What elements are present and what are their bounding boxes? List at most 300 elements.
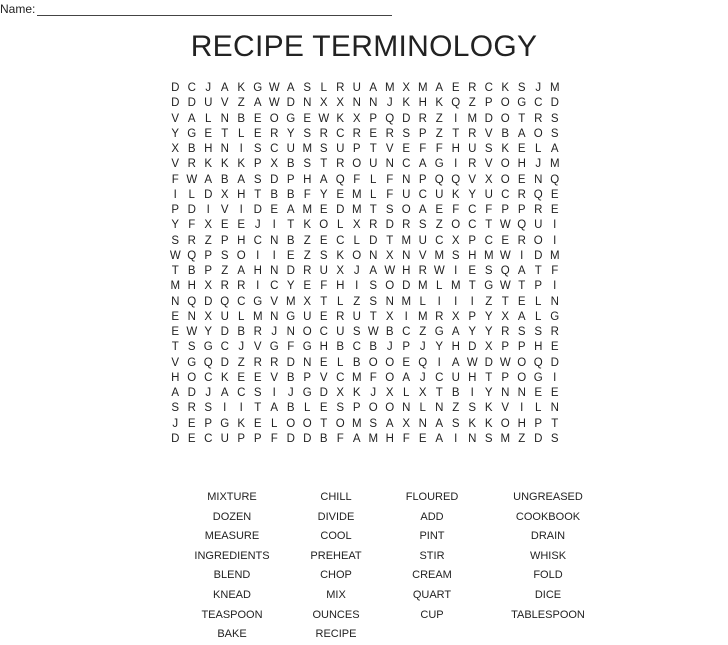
grid-letter: C [501, 188, 510, 201]
grid-letter: V [220, 204, 229, 216]
grid-letter: K [501, 143, 510, 155]
word-list-item: TEASPOON [201, 608, 263, 621]
grid-letter: I [404, 310, 408, 323]
grid-letter: A [237, 173, 246, 186]
grid-letter: X [171, 143, 180, 155]
grid-letter: B [187, 143, 196, 155]
word-list-item: COOL [320, 530, 352, 543]
grid-letter: Z [485, 295, 493, 308]
grid-letter: P [468, 310, 477, 323]
grid-letter: G [203, 341, 213, 354]
word-list-item: KNEAD [213, 588, 251, 601]
grid-letter: D [303, 432, 312, 445]
grid-letter: R [303, 265, 312, 277]
grid-letter: T [485, 219, 493, 232]
grid-letter: I [256, 249, 260, 262]
grid-letter: D [286, 97, 295, 110]
grid-letter: X [204, 310, 213, 323]
grid-letter: B [286, 234, 295, 247]
grid-letter: T [551, 417, 559, 430]
grid-letter: T [287, 219, 295, 232]
grid-letter: C [468, 204, 477, 216]
grid-letter: O [335, 417, 345, 430]
grid-letter: P [402, 341, 411, 354]
grid-letter: R [534, 112, 543, 125]
grid-letter: E [402, 356, 411, 369]
grid-letter: P [501, 204, 510, 216]
grid-letter: Y [484, 387, 493, 399]
grid-letter: G [484, 280, 494, 293]
grid-letter: S [303, 158, 312, 171]
word-list-item: CHILL [320, 491, 352, 503]
grid-letter: M [467, 112, 478, 125]
grid-letter: U [435, 188, 444, 201]
grid-letter: S [550, 432, 559, 445]
grid-letter: P [517, 204, 526, 216]
grid-letter: B [237, 112, 246, 125]
word-list-item: MIX [326, 588, 346, 601]
grid-letter: C [468, 219, 477, 232]
grid-letter: K [237, 158, 246, 171]
grid-letter: H [303, 173, 312, 186]
grid-letter: M [351, 188, 362, 201]
grid-letter: A [369, 265, 378, 277]
grid-letter: O [286, 417, 296, 430]
grid-letter: I [272, 249, 276, 262]
grid-letter: W [268, 97, 280, 110]
grid-letter: Y [435, 341, 444, 354]
grid-letter: S [171, 402, 180, 415]
grid-letter: U [336, 143, 345, 155]
grid-letter: V [253, 341, 262, 354]
grid-letter: Y [484, 326, 493, 338]
grid-letter: T [254, 188, 262, 201]
grid-letter: I [272, 219, 276, 232]
grid-letter: E [204, 127, 213, 140]
grid-letter: G [517, 97, 527, 110]
grid-letter: N [270, 310, 279, 323]
grid-letter: M [483, 249, 494, 262]
grid-letter: E [319, 310, 328, 323]
grid-letter: W [186, 326, 198, 338]
grid-letter: M [549, 82, 560, 94]
grid-letter: E [550, 341, 559, 354]
grid-letter: J [287, 387, 294, 399]
grid-letter: X [336, 265, 345, 277]
grid-letter: O [236, 249, 246, 262]
grid-letter: M [434, 249, 445, 262]
grid-letter: S [451, 249, 460, 262]
grid-letter: I [454, 295, 458, 308]
grid-letter: J [205, 387, 212, 399]
grid-letter: Y [286, 127, 295, 140]
grid-letter: E [402, 143, 411, 155]
grid-letter: S [385, 204, 394, 216]
word-list-item: CHOP [320, 569, 352, 582]
grid-letter: H [319, 341, 328, 354]
grid-letter: G [550, 310, 560, 323]
grid-letter: T [485, 371, 493, 384]
grid-letter: U [418, 234, 427, 247]
grid-letter: C [204, 371, 213, 384]
grid-letter: G [269, 341, 279, 354]
grid-letter: Z [468, 97, 476, 110]
grid-letter: U [352, 310, 361, 323]
grid-letter: B [319, 432, 328, 445]
grid-letter: H [468, 371, 477, 384]
grid-letter: I [256, 280, 260, 293]
grid-letter: W [499, 219, 511, 232]
grid-letter: F [551, 265, 559, 277]
grid-letter: U [303, 310, 312, 323]
grid-letter: N [468, 432, 477, 445]
grid-letter: O [352, 158, 362, 171]
grid-letter: N [402, 402, 411, 415]
grid-letter: Z [435, 127, 443, 140]
grid-letter: S [319, 143, 328, 155]
grid-letter: L [535, 143, 542, 155]
grid-letter: W [268, 82, 280, 94]
grid-letter: R [418, 265, 427, 277]
grid-letter: S [484, 143, 493, 155]
grid-letter: S [418, 219, 427, 232]
grid-letter: L [304, 402, 311, 415]
grid-letter: I [239, 204, 243, 216]
grid-letter: S [402, 127, 411, 140]
grid-letter: N [303, 356, 312, 369]
grid-letter: N [270, 234, 279, 247]
grid-letter: F [435, 143, 443, 155]
grid-letter: V [220, 97, 229, 110]
grid-letter: B [187, 265, 196, 277]
grid-letter: H [336, 280, 345, 293]
grid-letter: K [303, 219, 312, 232]
grid-letter: X [270, 158, 279, 171]
grid-letter: R [336, 82, 345, 94]
grid-letter: H [237, 234, 246, 247]
grid-letter: E [253, 371, 262, 384]
grid-letter: A [286, 204, 295, 216]
grid-letter: Z [518, 432, 526, 445]
word-list-item: FLOURED [405, 491, 459, 503]
grid-letter: M [302, 143, 313, 155]
grid-letter: O [269, 112, 279, 125]
grid-letter: J [535, 158, 542, 171]
grid-letter: F [303, 188, 311, 201]
grid-letter: X [220, 188, 229, 201]
grid-letter: I [355, 280, 359, 293]
grid-letter: E [270, 204, 279, 216]
grid-letter: Q [385, 112, 395, 125]
grid-letter: T [518, 280, 526, 293]
grid-letter: I [520, 402, 524, 415]
grid-letter: E [286, 249, 295, 262]
word-list-item: DOZEN [212, 510, 252, 523]
grid-letter: H [204, 143, 213, 155]
grid-letter: W [466, 356, 478, 369]
grid-letter: P [171, 204, 180, 216]
grid-letter: E [253, 112, 262, 125]
grid-letter: E [517, 295, 526, 308]
grid-letter: R [534, 204, 543, 216]
grid-letter: C [319, 326, 328, 338]
grid-letter: P [501, 341, 510, 354]
grid-letter: Z [221, 265, 229, 277]
grid-letter: X [402, 82, 411, 94]
grid-letter: U [319, 265, 328, 277]
grid-letter: U [484, 188, 493, 201]
grid-letter: D [270, 173, 279, 186]
grid-letter: Z [353, 295, 361, 308]
grid-letter: L [353, 234, 360, 247]
grid-letter: B [501, 127, 510, 140]
grid-letter: N [369, 249, 378, 262]
grid-letter: M [351, 417, 362, 430]
grid-letter: X [418, 387, 427, 399]
grid-letter: X [402, 417, 411, 430]
grid-letter: I [454, 112, 458, 125]
grid-letter: S [517, 326, 526, 338]
grid-letter: M [351, 371, 362, 384]
word-list [176, 488, 616, 645]
grid-letter: D [220, 356, 229, 369]
grid-letter: R [187, 402, 196, 415]
grid-letter: P [237, 432, 246, 445]
grid-letter: E [550, 387, 559, 399]
grid-letter: E [369, 127, 378, 140]
grid-letter: N [220, 112, 229, 125]
word-list-item: PREHEAT [310, 549, 362, 562]
grid-letter: J [205, 82, 212, 94]
grid-letter: C [187, 82, 196, 94]
grid-letter: U [220, 432, 229, 445]
word-list-item: BAKE [217, 628, 247, 641]
grid-letter: E [319, 204, 328, 216]
grid-letter: P [352, 143, 361, 155]
grid-letter: B [336, 341, 345, 354]
grid-letter: S [369, 295, 378, 308]
grid-letter: U [220, 310, 229, 323]
grid-letter: O [319, 219, 329, 232]
grid-letter: A [517, 127, 526, 140]
grid-letter: X [319, 97, 328, 110]
grid-letter: E [451, 82, 460, 94]
grid-letter: K [352, 387, 361, 399]
grid-letter: F [402, 432, 410, 445]
grid-letter: E [517, 143, 526, 155]
grid-letter: X [451, 310, 460, 323]
grid-letter: C [336, 234, 345, 247]
grid-letter: M [417, 280, 428, 293]
grid-letter: Y [286, 280, 295, 293]
grid-letter: G [253, 82, 263, 94]
grid-letter: Z [237, 97, 245, 110]
grid-letter: A [435, 417, 444, 430]
grid-letter: D [336, 204, 345, 216]
grid-letter: B [286, 188, 295, 201]
grid-letter: D [171, 432, 180, 445]
grid-letter: N [418, 417, 427, 430]
grid-letter: C [220, 341, 229, 354]
grid-letter: V [484, 127, 493, 140]
grid-letter: K [468, 417, 477, 430]
grid-letter: H [517, 417, 526, 430]
grid-letter: D [402, 112, 411, 125]
grid-letter: X [336, 97, 345, 110]
grid-letter: O [385, 371, 395, 384]
grid-letter: A [237, 265, 246, 277]
grid-letter: P [204, 265, 213, 277]
grid-letter: E [303, 112, 312, 125]
grid-letter: B [385, 326, 394, 338]
grid-letter: I [454, 265, 458, 277]
grid-letter: M [401, 295, 412, 308]
grid-letter: N [435, 402, 444, 415]
grid-letter: L [370, 188, 377, 201]
grid-letter: N [270, 265, 279, 277]
grid-letter: T [171, 341, 179, 354]
grid-letter: W [433, 265, 445, 277]
word-list-item: QUART [412, 588, 452, 601]
grid-letter: E [303, 280, 312, 293]
name-blank-line[interactable] [37, 4, 392, 16]
grid-letter: R [253, 326, 262, 338]
grid-letter: X [385, 249, 394, 262]
grid-letter: Y [171, 219, 180, 232]
grid-letter: W [499, 280, 511, 293]
grid-letter: S [517, 82, 526, 94]
grid-letter: O [401, 204, 411, 216]
grid-letter: Y [319, 188, 328, 201]
grid-letter: N [501, 387, 510, 399]
grid-letter: E [418, 432, 427, 445]
grid-letter: E [171, 326, 180, 338]
grid-letter: G [220, 417, 230, 430]
grid-letter: I [454, 158, 458, 171]
grid-letter: J [271, 326, 278, 338]
word-list-item: RECIPE [315, 628, 357, 641]
grid-letter: Q [451, 97, 461, 110]
grid-letter: M [252, 310, 263, 323]
grid-letter: G [286, 112, 296, 125]
grid-letter: S [484, 265, 493, 277]
grid-letter: P [352, 402, 361, 415]
grid-letter: H [385, 432, 394, 445]
grid-letter: L [337, 295, 344, 308]
grid-letter: U [204, 97, 213, 110]
grid-letter: C [204, 432, 213, 445]
grid-letter: P [484, 97, 493, 110]
grid-letter: E [253, 127, 262, 140]
grid-letter: V [484, 158, 493, 171]
word-list-item: DRAIN [530, 530, 566, 543]
grid-letter: B [286, 402, 295, 415]
grid-letter: L [271, 417, 278, 430]
word-list-item: BLEND [213, 569, 251, 582]
grid-letter: E [187, 432, 196, 445]
grid-letter: D [534, 432, 543, 445]
grid-letter: S [319, 249, 328, 262]
grid-letter: D [319, 387, 328, 399]
grid-letter: T [452, 127, 460, 140]
grid-letter: F [353, 173, 361, 186]
grid-letter: R [468, 158, 477, 171]
grid-letter: K [402, 97, 411, 110]
grid-letter: O [368, 356, 378, 369]
grid-letter: A [220, 387, 229, 399]
grid-letter: I [206, 204, 210, 216]
grid-letter: U [451, 371, 460, 384]
grid-letter: G [187, 127, 197, 140]
grid-letter: H [418, 97, 427, 110]
grid-letter: A [418, 204, 427, 216]
grid-letter: L [188, 188, 195, 201]
grid-letter: Q [220, 295, 230, 308]
grid-letter: D [171, 97, 180, 110]
grid-letter: C [418, 188, 427, 201]
grid-letter: S [468, 402, 477, 415]
word-list-item: MIXTURE [207, 491, 257, 503]
grid-letter: P [369, 112, 378, 125]
grid-letter: R [187, 158, 196, 171]
grid-letter: G [187, 356, 197, 369]
grid-letter: R [435, 310, 444, 323]
grid-letter: A [517, 310, 526, 323]
grid-letter: P [286, 173, 295, 186]
grid-letter: E [435, 204, 444, 216]
grid-letter: R [187, 234, 196, 247]
grid-letter: C [237, 387, 246, 399]
grid-letter: D [187, 387, 196, 399]
grid-letter: O [500, 417, 510, 430]
grid-letter: R [468, 82, 477, 94]
grid-letter: V [171, 112, 180, 125]
grid-letter: M [450, 280, 461, 293]
grid-letter: T [320, 158, 328, 171]
grid-letter: P [220, 234, 229, 247]
grid-letter: C [253, 234, 262, 247]
grid-letter: W [384, 265, 396, 277]
grid-letter: N [187, 310, 196, 323]
grid-letter: K [484, 402, 493, 415]
grid-letter: Y [468, 188, 477, 201]
grid-letter: R [517, 234, 526, 247]
grid-letter: Q [533, 188, 543, 201]
grid-letter: K [336, 249, 345, 262]
grid-letter: G [253, 295, 263, 308]
grid-letter: N [369, 97, 378, 110]
grid-letter: K [220, 371, 229, 384]
grid-letter: G [434, 158, 444, 171]
grid-letter: P [204, 417, 213, 430]
grid-letter: A [418, 158, 427, 171]
grid-letter: G [302, 341, 312, 354]
grid-letter: H [534, 341, 543, 354]
grid-letter: O [500, 173, 510, 186]
grid-letter: K [484, 417, 493, 430]
grid-letter: N [220, 143, 229, 155]
grid-letter: N [402, 249, 411, 262]
grid-letter: X [303, 295, 312, 308]
grid-letter: F [485, 204, 493, 216]
grid-letter: B [352, 356, 361, 369]
grid-letter: S [550, 112, 559, 125]
grid-letter: J [386, 97, 393, 110]
grid-letter: A [352, 432, 361, 445]
grid-letter: G [286, 310, 296, 323]
grid-letter: R [270, 127, 279, 140]
grid-letter: N [286, 326, 295, 338]
